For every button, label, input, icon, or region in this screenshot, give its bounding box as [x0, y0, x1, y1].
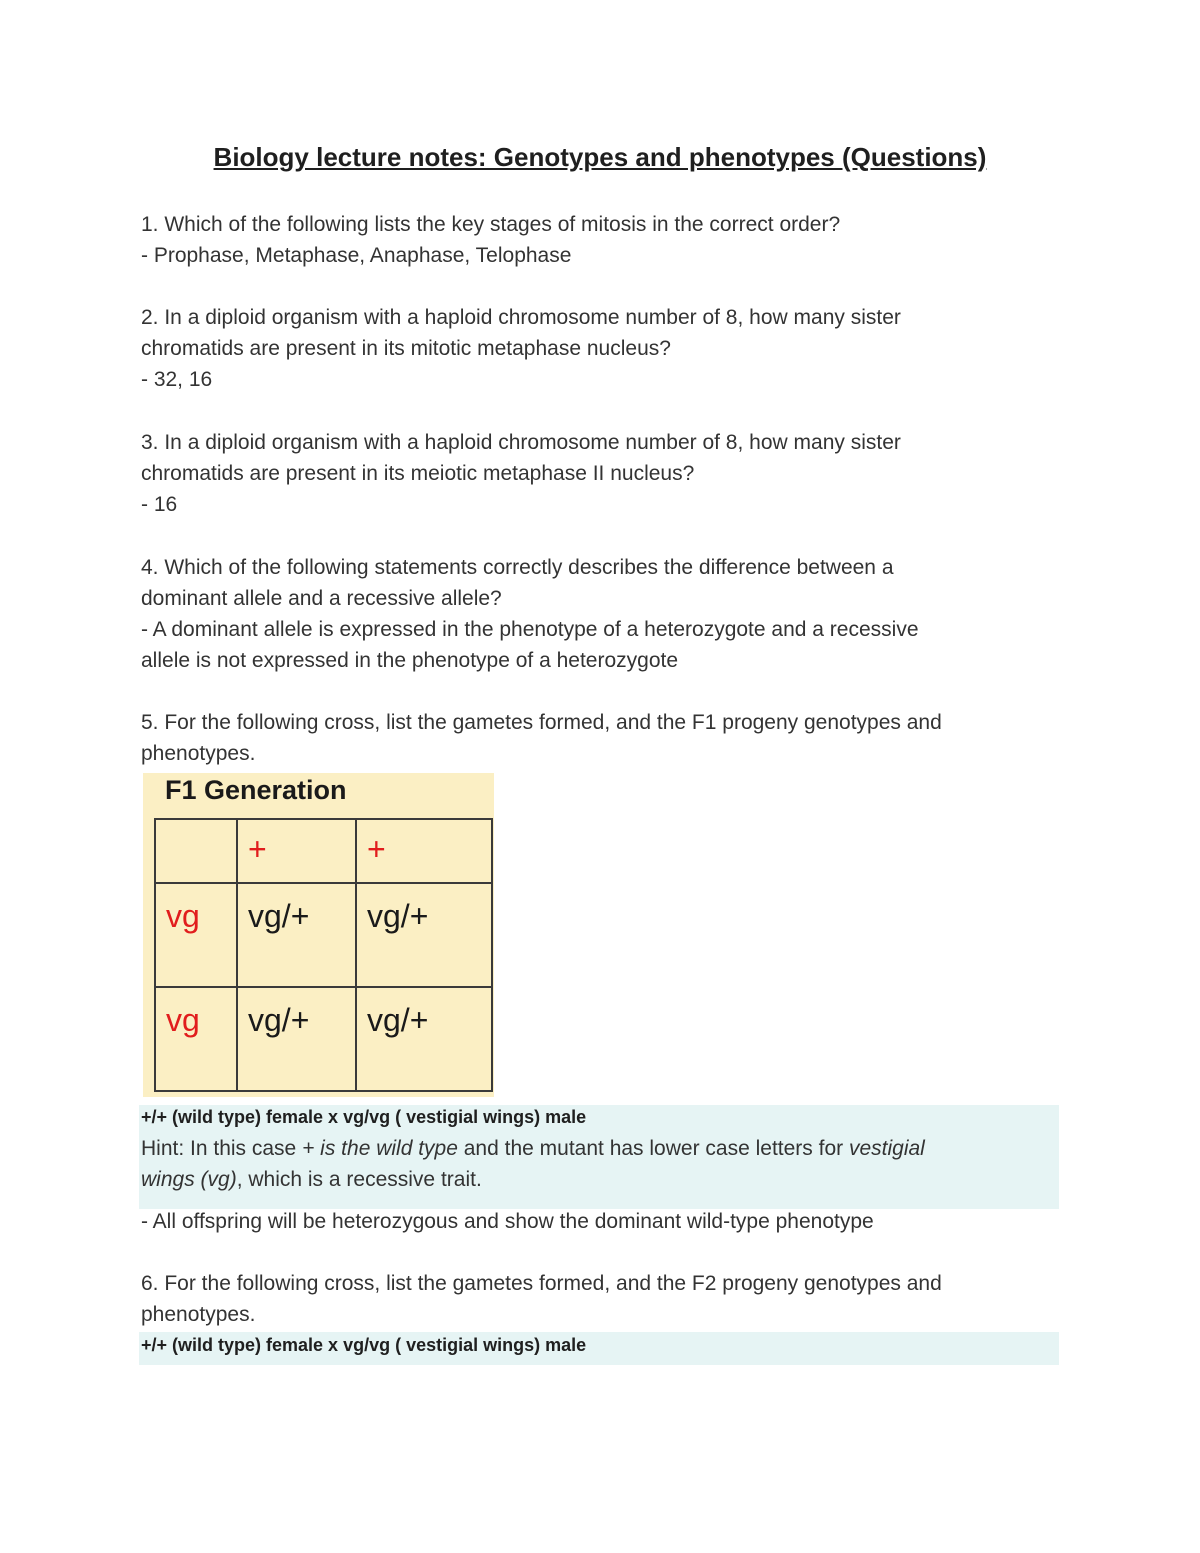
- punnett-cell-genotype: vg/+: [237, 987, 356, 1091]
- question-2-text-line1: 2. In a diploid organism with a haploid chromosome number of 8, how many sister: [141, 306, 901, 329]
- question-2-answer: - 32, 16: [141, 368, 213, 391]
- question-1-answer: - Prophase, Metaphase, Anaphase, Telophase: [141, 244, 572, 267]
- question-6-text-line2: phenotypes.: [141, 1303, 256, 1326]
- punnett-header-allele: +: [356, 819, 492, 883]
- punnett-cell-genotype: vg/+: [237, 883, 356, 987]
- question-5-hint-line1: [141, 1133, 925, 1164]
- question-4-answer-line1: - A dominant allele is expressed in the phenotype of a heterozygote and a recessive: [141, 618, 919, 641]
- question-5-cross: +/+ (wild type) female x vg/vg ( vestigial wings) male: [141, 1107, 587, 1127]
- question-5-text-line2: phenotypes.: [141, 742, 256, 765]
- punnett-row-allele: vg: [155, 883, 237, 987]
- punnett-row-allele: vg: [155, 987, 237, 1091]
- question-1-text: 1. Which of the following lists the key stages of mitosis in the correct order?: [141, 213, 841, 236]
- hint-emphasis: wings (vg): [141, 1168, 237, 1191]
- f1-generation-figure: [143, 773, 494, 1097]
- punnett-row: [155, 883, 492, 987]
- question-3-text-line1: 3. In a diploid organism with a haploid chromosome number of 8, how many sister: [141, 431, 901, 454]
- punnett-cell-genotype: vg/+: [356, 883, 492, 987]
- page-title: Biology lecture notes: Genotypes and phenotypes (Questions): [213, 142, 987, 172]
- figure-title: F1 Generation: [165, 775, 347, 805]
- punnett-square: [154, 818, 493, 1092]
- hint-text: , which is a recessive trait.: [236, 1168, 482, 1191]
- hint-text: and the mutant has lower case letters for: [457, 1137, 849, 1160]
- hint-emphasis: + is the wild type: [302, 1137, 458, 1160]
- question-5-text-line1: 5. For the following cross, list the gametes formed, and the F1 progeny genotypes and: [141, 711, 942, 734]
- question-4-text-line2: dominant allele and a recessive allele?: [141, 587, 502, 610]
- question-4-text-line1: 4. Which of the following statements correctly describes the difference between a: [141, 556, 894, 579]
- punnett-cell-genotype: vg/+: [356, 987, 492, 1091]
- hint-emphasis: vestigial: [848, 1137, 925, 1160]
- question-5-answer: - All offspring will be heterozygous and show the dominant wild-type phenotype: [141, 1210, 874, 1233]
- punnett-header-allele: +: [237, 819, 356, 883]
- question-3-answer: - 16: [141, 493, 178, 516]
- question-2-text-line2: chromatids are present in its mitotic metaphase nucleus?: [141, 337, 671, 360]
- question-4-answer-line2: allele is not expressed in the phenotype of a heterozygote: [141, 649, 679, 672]
- question-5-hint-line2: [141, 1164, 482, 1195]
- question-6-cross: +/+ (wild type) female x vg/vg ( vestigial wings) male: [141, 1335, 587, 1355]
- question-6-text-line1: 6. For the following cross, list the gametes formed, and the F2 progeny genotypes and: [141, 1272, 942, 1295]
- question-3-text-line2: chromatids are present in its meiotic metaphase II nucleus?: [141, 462, 695, 485]
- punnett-header-row: [155, 819, 492, 883]
- punnett-row: [155, 987, 492, 1091]
- hint-text: Hint: In this case: [141, 1137, 303, 1160]
- punnett-corner-cell: [155, 819, 237, 883]
